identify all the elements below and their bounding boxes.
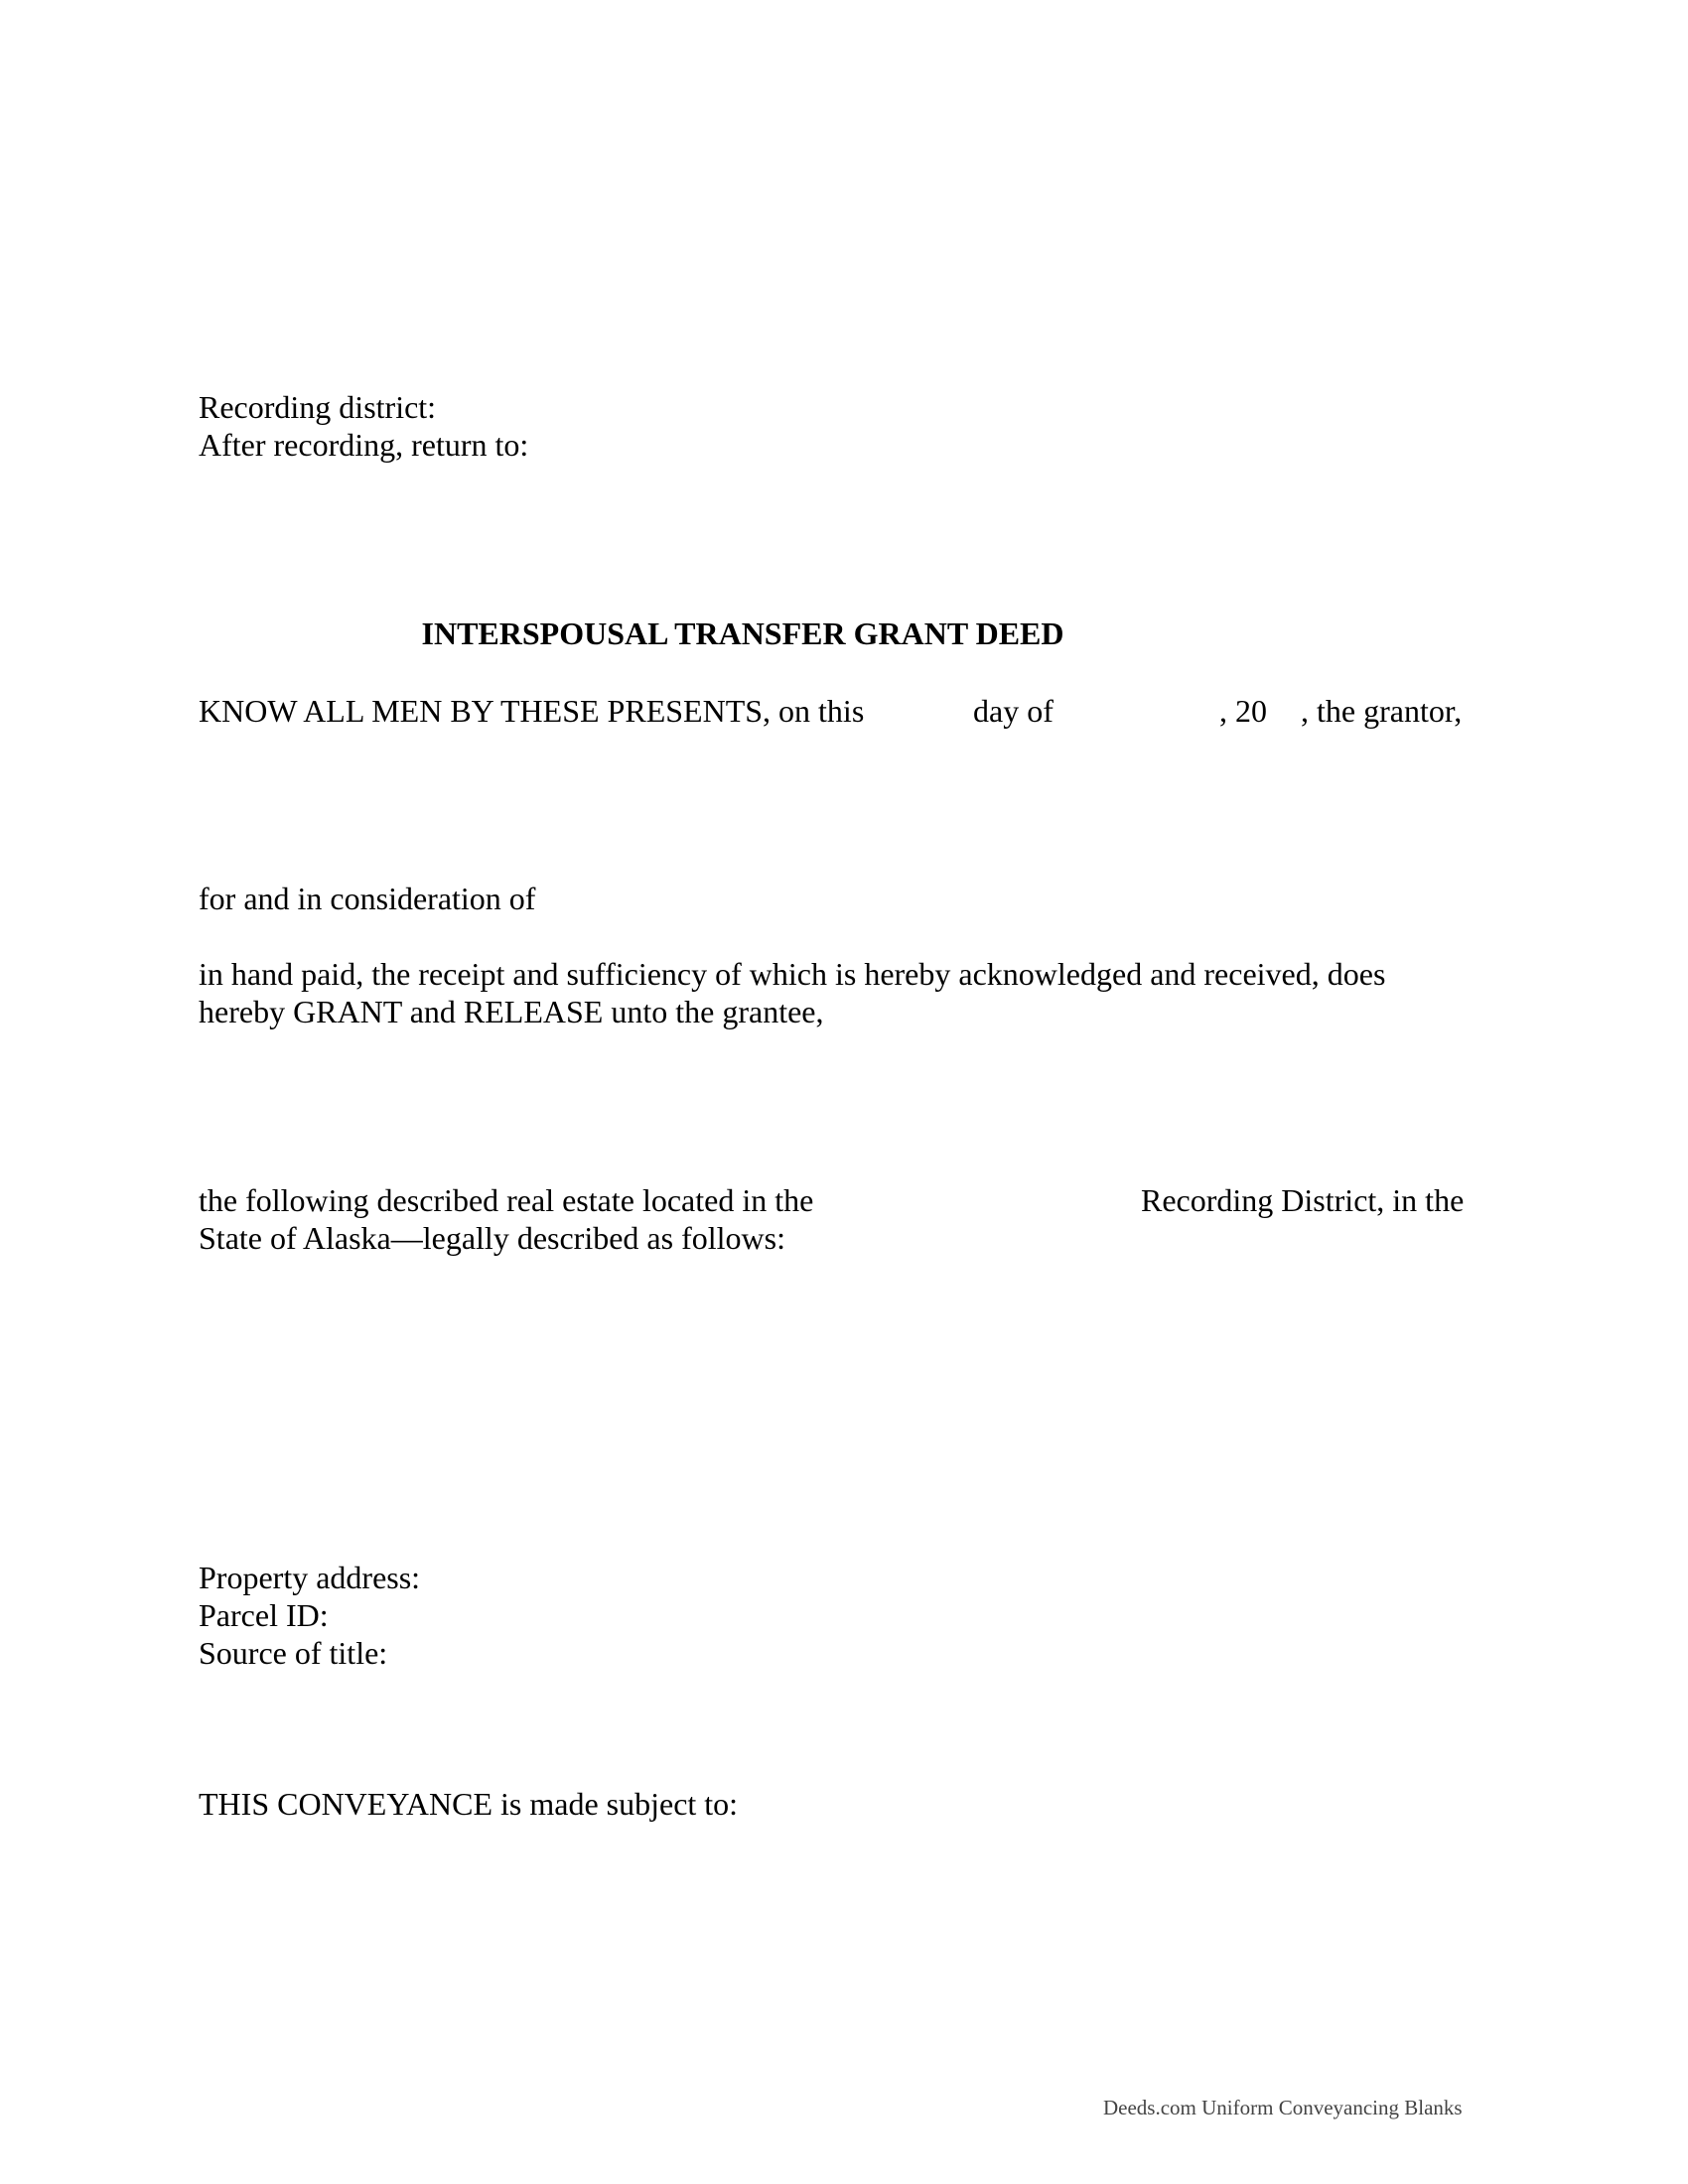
- grantor-label: , the grantor,: [1301, 693, 1463, 729]
- parcel-id-label: Parcel ID:: [199, 1597, 329, 1633]
- receipt-line-2: hereby GRANT and RELEASE unto the grantee,: [199, 994, 824, 1029]
- location-line-1-right: Recording District, in the: [1141, 1182, 1465, 1218]
- location-line-2: State of Alaska—legally described as follows:: [199, 1220, 785, 1256]
- source-of-title-label: Source of title:: [199, 1635, 388, 1671]
- recording-district-label: Recording district:: [199, 389, 437, 425]
- presents-intro: KNOW ALL MEN BY THESE PRESENTS, on this: [199, 693, 865, 729]
- footer-text: Deeds.com Uniform Conveyancing Blanks: [1103, 2096, 1463, 2119]
- document-title: INTERSPOUSAL TRANSFER GRANT DEED: [421, 615, 1064, 651]
- consideration-label: for and in consideration of: [199, 881, 536, 916]
- day-of-label: day of: [973, 693, 1054, 729]
- return-to-label: After recording, return to:: [199, 427, 529, 463]
- conveyance-label: THIS CONVEYANCE is made subject to:: [199, 1786, 739, 1822]
- property-address-label: Property address:: [199, 1560, 421, 1595]
- receipt-line-1: in hand paid, the receipt and sufficiency of which is hereby acknowledged and received, does: [199, 956, 1386, 992]
- location-line-1-left: the following described real estate located in the: [199, 1182, 814, 1218]
- year-label: , 20: [1219, 693, 1267, 729]
